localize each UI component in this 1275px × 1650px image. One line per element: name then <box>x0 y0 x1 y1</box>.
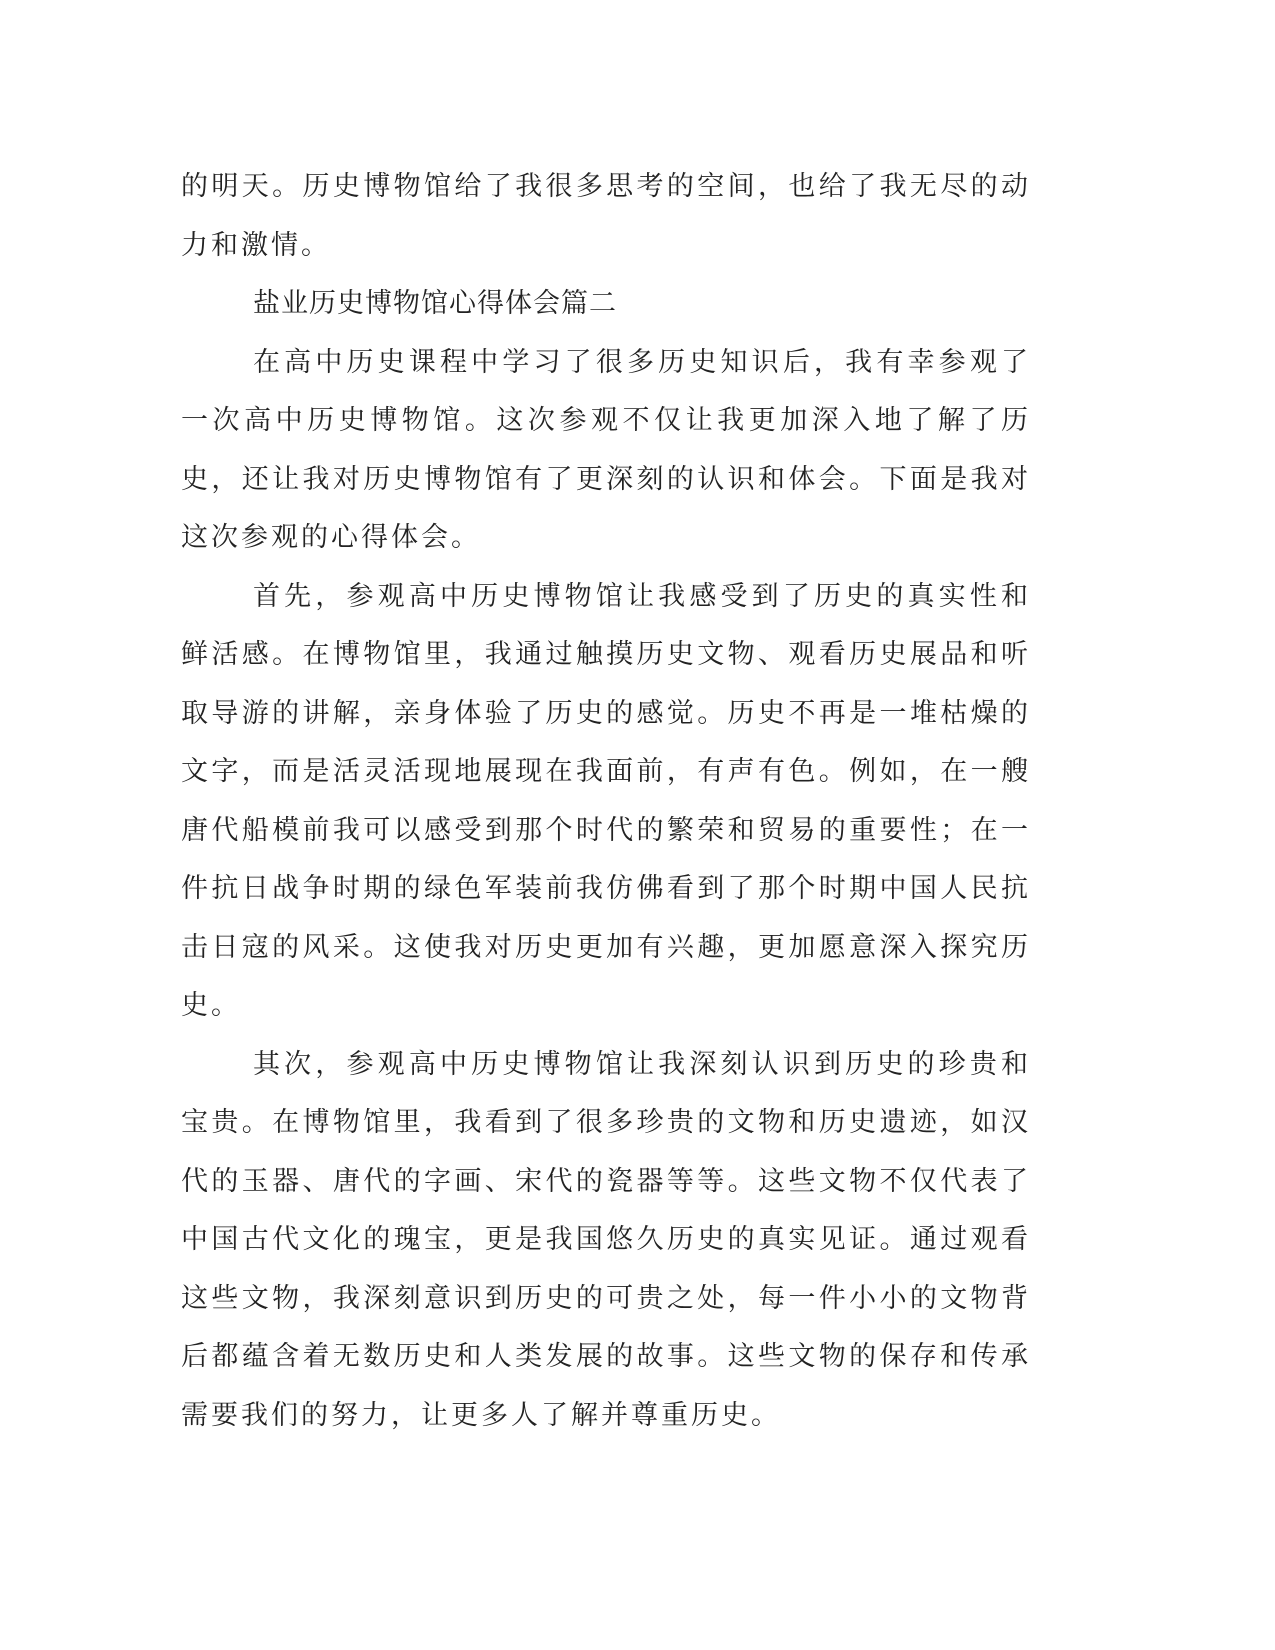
paragraph-intro: 在高中历史课程中学习了很多历史知识后，我有幸参观了一次高中历史博物馆。这次参观不仅让我更加深入地了解了历史，还让我对历史博物馆有了更深刻的认识和体会。下面是我对这次参观的心得体会。 <box>181 346 1031 553</box>
paragraph-second-point: 其次，参观高中历史博物馆让我深刻认识到历史的珍贵和宝贵。在博物馆里，我看到了很多珍贵的文物和历史遗迹，如汉代的玉器、唐代的字画、宋代的瓷器等等。这些文物不仅代表了中国古代文化的瑰宝，更是我国悠久历史的真实见证。通过观看这些文物，我深刻意识到历史的可贵之处，每一件小小的文物背后都蕴含着无数历史和人类发展的故事。这些文物的保存和传承需要我们的努力，让更多人了解并尊重历史。 <box>181 1048 1031 1431</box>
document-body <box>181 158 1031 1445</box>
paragraph-continuation: 的明天。历史博物馆给了我很多思考的空间，也给了我无尽的动力和激情。 <box>181 171 1031 261</box>
paragraph-first-point: 首先，参观高中历史博物馆让我感受到了历史的真实性和鲜活感。在博物馆里，我通过触摸历史文物、观看历史展品和听取导游的讲解，亲身体验了历史的感觉。历史不再是一堆枯燥的文字，而是活灵活现地展现在我面前，有声有色。例如，在一艘唐代船模前我可以感受到那个时代的繁荣和贸易的重要性；在一件抗日战争时期的绿色军装前我仿佛看到了那个时期中国人民抗击日寇的风采。这使我对历史更加有兴趣，更加愿意深入探究历史。 <box>181 580 1031 1021</box>
section-title: 盐业历史博物馆心得体会篇二 <box>253 288 617 319</box>
